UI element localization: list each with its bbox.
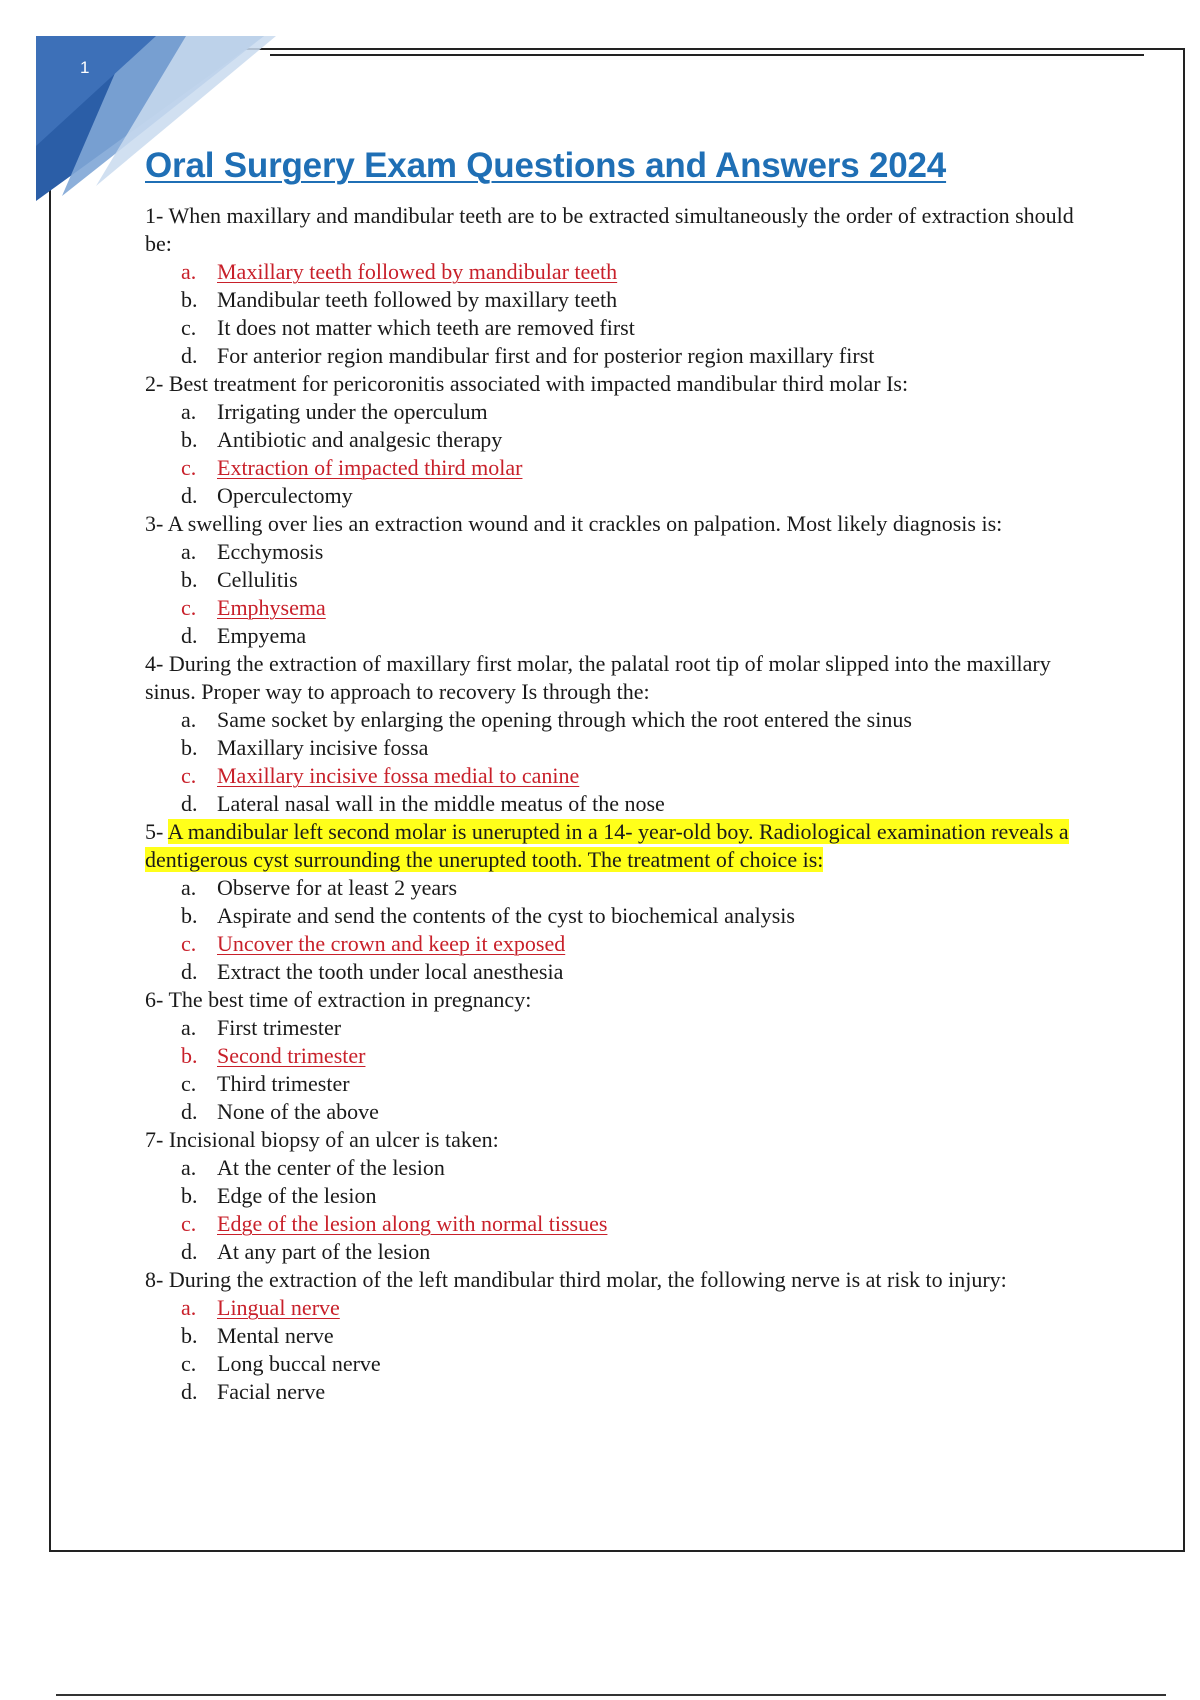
question-stem: During the extraction of the left mandibular third molar, the following nerve is at risk to injury: — [168, 1267, 1007, 1292]
answer-options — [145, 1014, 1075, 1126]
option-letter: d. — [181, 483, 198, 508]
option-text: Second trimester — [217, 1043, 366, 1068]
question-stem: A swelling over lies an extraction wound and it crackles on palpation. Most likely diagnosis is: — [167, 511, 1003, 536]
answer-option — [145, 1322, 1075, 1350]
question-item — [145, 370, 1075, 510]
answer-option — [145, 902, 1075, 930]
option-letter: d. — [181, 1239, 198, 1264]
answer-option — [145, 482, 1075, 510]
answer-option — [145, 314, 1075, 342]
answer-option — [145, 1350, 1075, 1378]
page-number: 1 — [80, 58, 90, 77]
option-letter: a. — [181, 399, 197, 424]
option-letter: b. — [181, 903, 198, 928]
question-item — [145, 202, 1075, 370]
option-text: None of the above — [217, 1099, 379, 1124]
answer-option — [145, 874, 1075, 902]
option-letter: a. — [181, 259, 197, 284]
option-letter: a. — [181, 707, 197, 732]
option-text: Maxillary teeth followed by mandibular teeth — [217, 259, 618, 284]
option-text: Facial nerve — [217, 1379, 326, 1404]
option-letter: a. — [181, 1155, 197, 1180]
option-text: Cellulitis — [217, 567, 298, 592]
option-letter: c. — [181, 931, 197, 956]
question-list — [145, 202, 1075, 1406]
option-text: At the center of the lesion — [217, 1155, 445, 1180]
option-text: Edge of the lesion along with normal tissues — [217, 1211, 608, 1236]
answer-option — [145, 790, 1075, 818]
question-item — [145, 818, 1075, 986]
question-text — [145, 650, 1075, 706]
option-letter: d. — [181, 1099, 198, 1124]
answer-option-correct — [145, 1042, 1075, 1070]
option-text: Uncover the crown and keep it exposed — [217, 931, 566, 956]
answer-options — [145, 538, 1075, 650]
option-letter: b. — [181, 287, 198, 312]
option-letter: a. — [181, 539, 197, 564]
option-letter: c. — [181, 1211, 197, 1236]
option-letter: c. — [181, 1351, 197, 1376]
option-text: Lateral nasal wall in the middle meatus of the nose — [217, 791, 665, 816]
question-text — [145, 818, 1075, 874]
option-letter: c. — [181, 315, 197, 340]
option-text: For anterior region mandibular first and for posterior region maxillary first — [217, 343, 875, 368]
question-stem: Incisional biopsy of an ulcer is taken: — [168, 1127, 499, 1152]
question-stem: Best treatment for pericoronitis associated with impacted mandibular third molar Is: — [168, 371, 909, 396]
answer-option-correct — [145, 762, 1075, 790]
question-stem: A mandibular left second molar is unerupted in a 14- year-old boy. Radiological examination reveals a dentigerous cyst surrounding the unerupted tooth. The treatment of choice is: — [145, 819, 1069, 872]
question-number: 3- — [145, 511, 164, 536]
option-letter: a. — [181, 1015, 197, 1040]
option-text: Ecchymosis — [217, 539, 324, 564]
option-text: Third trimester — [217, 1071, 350, 1096]
answer-option — [145, 426, 1075, 454]
option-letter: d. — [181, 623, 198, 648]
option-letter: a. — [181, 1295, 197, 1320]
answer-option — [145, 398, 1075, 426]
option-text: First trimester — [217, 1015, 342, 1040]
option-text: Operculectomy — [217, 483, 353, 508]
answer-option — [145, 1238, 1075, 1266]
option-text: Lingual nerve — [217, 1295, 340, 1320]
document-title: Oral Surgery Exam Questions and Answers 2024 — [145, 146, 947, 185]
question-number: 6- — [145, 987, 164, 1012]
answer-options — [145, 874, 1075, 986]
option-letter: b. — [181, 427, 198, 452]
option-text: Extract the tooth under local anesthesia — [217, 959, 564, 984]
option-letter: c. — [181, 455, 197, 480]
answer-options — [145, 1154, 1075, 1266]
question-text — [145, 1126, 1075, 1154]
answer-option-correct — [145, 930, 1075, 958]
option-text: Extraction of impacted third molar — [217, 455, 523, 480]
footer-rule — [56, 1694, 1166, 1696]
answer-option — [145, 1098, 1075, 1126]
option-text: Empyema — [217, 623, 307, 648]
option-text: Maxillary incisive fossa medial to canine — [217, 763, 580, 788]
option-letter: b. — [181, 1183, 198, 1208]
answer-option-correct — [145, 1294, 1075, 1322]
question-text — [145, 202, 1075, 258]
answer-option — [145, 1182, 1075, 1210]
answer-option — [145, 734, 1075, 762]
question-number: 7- — [145, 1127, 164, 1152]
answer-option — [145, 342, 1075, 370]
option-text: Long buccal nerve — [217, 1351, 381, 1376]
question-text — [145, 370, 1075, 398]
answer-option — [145, 1014, 1075, 1042]
question-item — [145, 1266, 1075, 1406]
answer-options — [145, 398, 1075, 510]
question-number: 2- — [145, 371, 164, 396]
answer-options — [145, 706, 1075, 818]
question-item — [145, 986, 1075, 1126]
answer-option — [145, 286, 1075, 314]
option-letter: c. — [181, 595, 197, 620]
answer-option — [145, 1154, 1075, 1182]
option-letter: a. — [181, 875, 197, 900]
option-letter: b. — [181, 567, 198, 592]
answer-option-correct — [145, 1210, 1075, 1238]
option-letter: d. — [181, 1379, 198, 1404]
header-rule — [270, 54, 1144, 56]
option-letter: b. — [181, 1323, 198, 1348]
answer-option-correct — [145, 454, 1075, 482]
question-number: 8- — [145, 1267, 164, 1292]
question-number: 1- — [145, 203, 164, 228]
answer-option — [145, 1378, 1075, 1406]
answer-option-correct — [145, 258, 1075, 286]
question-text — [145, 1266, 1075, 1294]
option-letter: c. — [181, 1071, 197, 1096]
answer-options — [145, 1294, 1075, 1406]
option-letter: d. — [181, 791, 198, 816]
option-text: Antibiotic and analgesic therapy — [217, 427, 503, 452]
option-text: Irrigating under the operculum — [217, 399, 488, 424]
question-item — [145, 650, 1075, 818]
answer-option — [145, 958, 1075, 986]
answer-option — [145, 706, 1075, 734]
question-stem: During the extraction of maxillary first molar, the palatal root tip of molar slipped into the maxillary sinus. Proper way to approach to recovery Is through the: — [145, 651, 1051, 704]
option-text: At any part of the lesion — [217, 1239, 431, 1264]
answer-option — [145, 622, 1075, 650]
question-item — [145, 1126, 1075, 1266]
option-text: It does not matter which teeth are removed first — [217, 315, 635, 340]
option-text: Maxillary incisive fossa — [217, 735, 429, 760]
question-number: 4- — [145, 651, 164, 676]
option-letter: d. — [181, 959, 198, 984]
option-text: Same socket by enlarging the opening through which the root entered the sinus — [217, 707, 912, 732]
answer-option-correct — [145, 594, 1075, 622]
answer-option — [145, 1070, 1075, 1098]
option-letter: b. — [181, 735, 198, 760]
option-text: Mandibular teeth followed by maxillary teeth — [217, 287, 618, 312]
option-text: Emphysema — [217, 595, 326, 620]
option-text: Edge of the lesion — [217, 1183, 377, 1208]
option-letter: d. — [181, 343, 198, 368]
question-item — [145, 510, 1075, 650]
option-letter: b. — [181, 1043, 198, 1068]
question-stem: The best time of extraction in pregnancy: — [168, 987, 532, 1012]
question-text — [145, 510, 1075, 538]
answer-option — [145, 566, 1075, 594]
answer-options — [145, 258, 1075, 370]
question-text — [145, 986, 1075, 1014]
option-text: Aspirate and send the contents of the cyst to biochemical analysis — [217, 903, 795, 928]
option-text: Mental nerve — [217, 1323, 334, 1348]
option-letter: c. — [181, 763, 197, 788]
option-text: Observe for at least 2 years — [217, 875, 458, 900]
answer-option — [145, 538, 1075, 566]
question-stem: When maxillary and mandibular teeth are to be extracted simultaneously the order of extraction should be: — [145, 203, 1074, 256]
question-number: 5- — [145, 819, 164, 844]
